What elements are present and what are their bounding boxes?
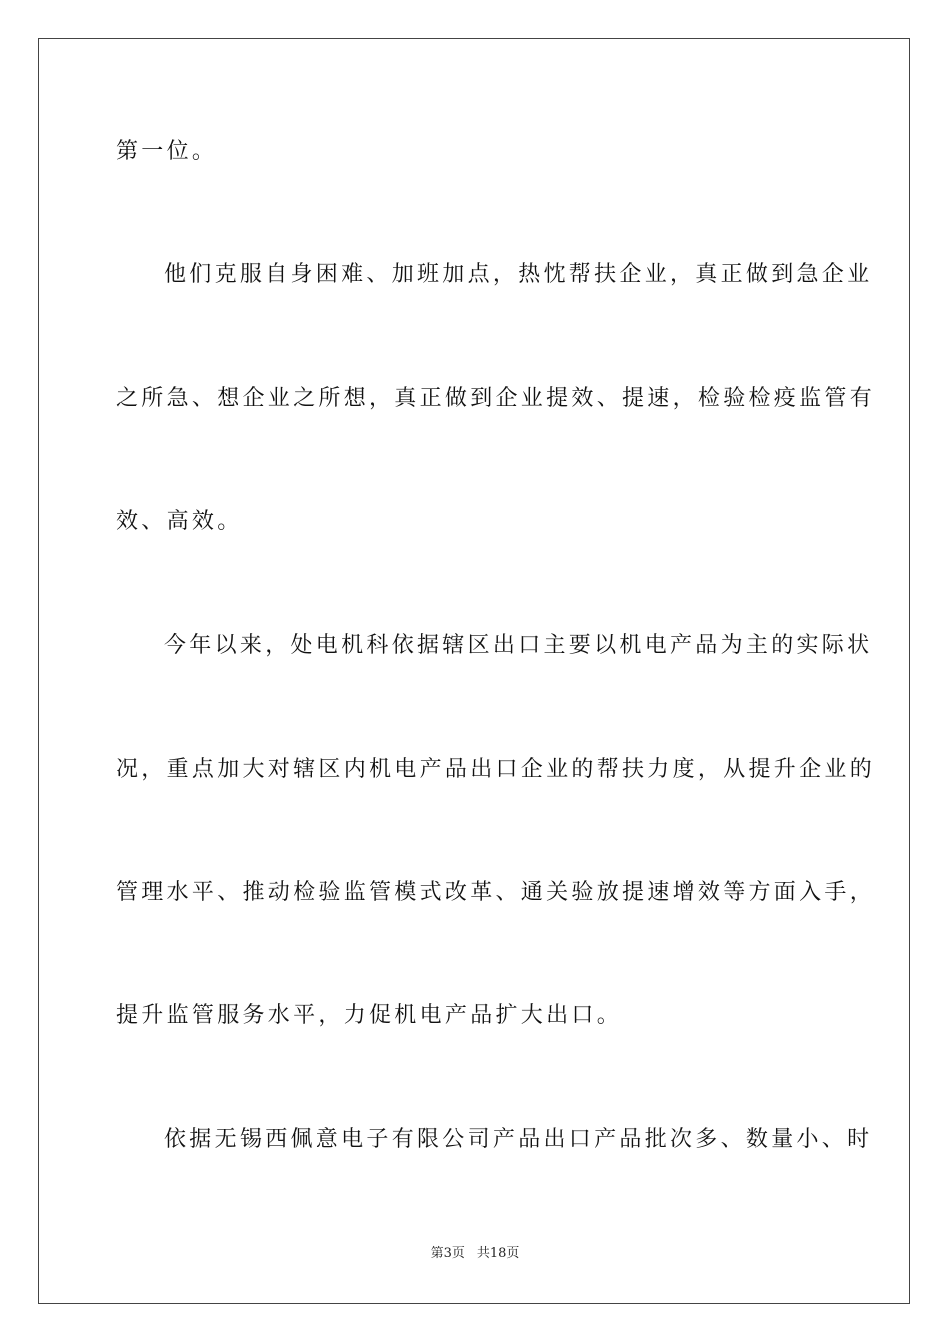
text-line-3: 之所急、想企业之所想，真正做到企业提效、提速，检验检疫监管有 bbox=[116, 386, 876, 411]
text-line-9: 依据无锡西佩意电子有限公司产品出口产品批次多、数量小、时 bbox=[164, 1127, 873, 1152]
page-total: 共18页 bbox=[476, 1246, 520, 1261]
page-number: 第3页 bbox=[430, 1246, 465, 1261]
text-line-8: 提升监管服务水平，力促机电产品扩大出口。 bbox=[116, 1003, 623, 1028]
text-line-2: 他们克服自身困难、加班加点，热忱帮扶企业，真正做到急企业 bbox=[164, 262, 873, 287]
text-line-4: 效、高效。 bbox=[116, 509, 243, 534]
page-frame bbox=[38, 38, 910, 1304]
text-line-6: 况，重点加大对辖区内机电产品出口企业的帮扶力度，从提升企业的 bbox=[116, 757, 876, 782]
text-line-7: 管理水平、推动检验监管模式改革、通关验放提速增效等方面入手， bbox=[116, 880, 876, 905]
page-footer bbox=[0, 1245, 950, 1263]
text-line-5: 今年以来，处电机科依据辖区出口主要以机电产品为主的实际状 bbox=[164, 633, 873, 658]
text-line-1: 第一位。 bbox=[116, 139, 218, 164]
